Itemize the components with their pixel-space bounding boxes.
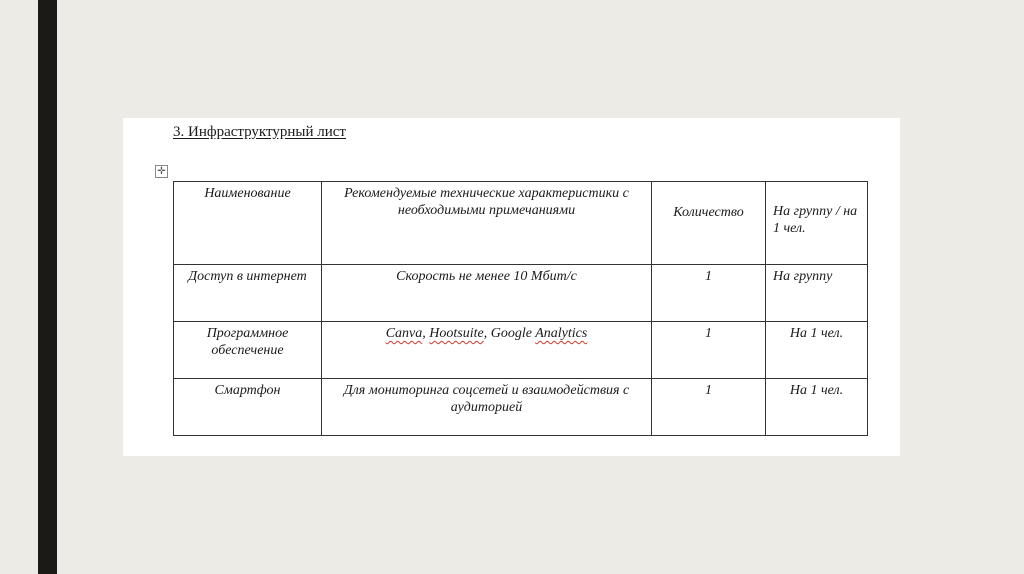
header-cell-quantity: Количество — [652, 182, 766, 265]
document-heading: 3. Инфраструктурный лист — [173, 124, 346, 140]
spellcheck-word: Hootsuite — [429, 326, 484, 341]
spellcheck-word: Canva — [385, 326, 423, 341]
cell-quantity: 1 — [652, 265, 766, 322]
specs-text: , — [422, 326, 430, 341]
cell-quantity: 1 — [652, 379, 766, 436]
cell-specs: Скорость не менее 10 Мбит/с — [322, 265, 652, 322]
cell-name: Доступ в интернет — [174, 265, 322, 322]
infrastructure-table — [173, 181, 868, 436]
move-icon[interactable]: ✛ — [155, 165, 168, 178]
cell-per-unit: На 1 чел. — [766, 322, 868, 379]
table-row — [174, 265, 868, 322]
document-image — [123, 118, 900, 456]
cell-specs — [322, 322, 652, 379]
cell-per-unit: На группу — [766, 265, 868, 322]
cell-per-unit: На 1 чел. — [766, 379, 868, 436]
spellcheck-word: Analytics — [535, 326, 588, 341]
cell-quantity: 1 — [652, 322, 766, 379]
table-row — [174, 379, 868, 436]
header-cell-specs: Рекомендуемые технические характеристики с необходимыми примечаниями — [322, 182, 652, 265]
cell-name: Программное обеспечение — [174, 322, 322, 379]
header-cell-per-unit: На группу / на 1 чел. — [766, 182, 868, 265]
header-cell-name: Наименование — [174, 182, 322, 265]
table-row — [174, 322, 868, 379]
specs-text: , Google — [483, 326, 536, 341]
slide-accent-bar — [38, 0, 57, 574]
table-header-row — [174, 182, 868, 265]
cell-name: Смартфон — [174, 379, 322, 436]
cell-specs: Для мониторинга соцсетей и взаимодействия с аудиторией — [322, 379, 652, 436]
